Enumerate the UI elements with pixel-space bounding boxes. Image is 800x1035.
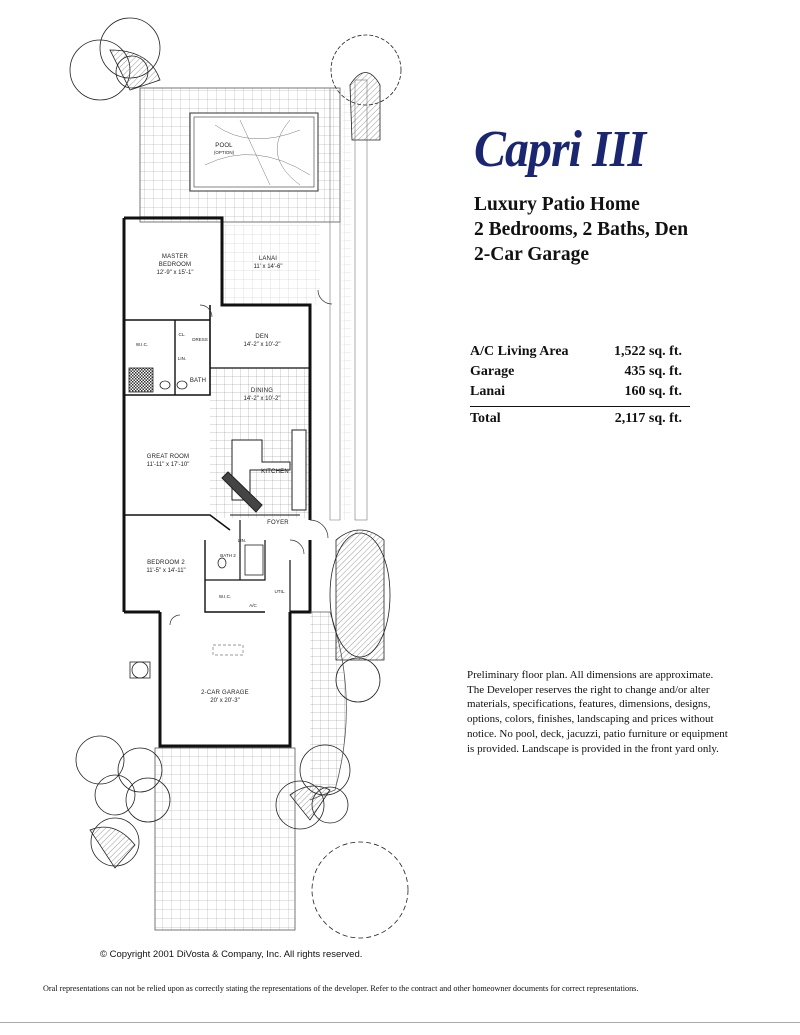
dining-label: DINING [250,388,274,394]
area-value: 1,522 sq. ft. [613,344,682,359]
subtitle-line-1: Luxury Patio Home [474,194,640,215]
bath-label: BATH [189,378,207,384]
bedroom-2-label: BEDROOM 2 [147,560,185,566]
master-bedroom-dim: 12'-9" x 15'-1" [156,270,194,276]
linen-label: LIN. [177,356,187,361]
area-value: 435 sq. ft. [624,364,682,379]
ac-label: A/C [249,603,257,608]
disclaimer-notice: Preliminary floor plan. All dimensions are approximate. The Developer reserves the right to change and/or alter materials, specifications, features, dimensions, designs, options, colors, finishes, landscaping and prices without notice. No pool, deck, jacuzzi, patio furniture or equipment is provided. Landscape is provided in the front yard only. [467,669,728,755]
area-row-lanai [470,382,690,402]
pool-label: POOL [215,143,233,149]
area-row-total [470,409,690,429]
driveway [155,748,295,930]
den-dim: 14'-2" x 10'-2" [243,342,281,348]
area-label: Garage [470,364,515,379]
area-row-garage [470,362,690,382]
wic-2-label: W.I.C. [218,594,232,599]
pool-option-label: (OPTION) [213,150,235,155]
dining-dim: 14'-2" x 10'-2" [243,396,281,402]
bath-2-label: BATH 2 [220,553,236,558]
area-row-living [470,342,690,362]
area-divider [470,406,690,407]
lanai-label: LANAI [258,256,278,262]
total-label: Total [470,411,501,426]
great-room-label: GREAT ROOM [146,454,190,460]
foyer-label: FOYER [267,520,289,526]
model-subtitle [474,192,688,267]
garage-label: 2-CAR GARAGE [201,690,249,696]
great-room-dim: 11'-11" x 17'-10" [146,462,190,468]
den-label: DEN [255,334,269,340]
copyright-text: © Copyright 2001 DiVosta & Company, Inc. All rights reserved. [100,949,363,960]
utility-label: UTIL. [274,589,286,594]
bedroom-2-dim: 11'-5" x 14'-11" [146,568,186,574]
master-bedroom-label-2: BEDROOM [158,262,192,268]
closet-label: CL. [178,332,186,337]
area-label: A/C Living Area [470,344,569,359]
pool-deck [140,88,340,222]
subtitle-line-2: 2 Bedrooms, 2 Baths, Den [474,219,689,240]
area-table [470,342,690,429]
subtitle-line-3: 2-Car Garage [474,244,589,265]
linen-2-label: LIN. [237,538,247,543]
model-title: Capri III [474,121,646,178]
page-bottom-rule [0,1022,800,1023]
area-label: Lanai [470,384,506,399]
shower [129,368,153,392]
garage-dim: 20' x 20'-3" [210,698,240,704]
dress-label: DRESS [192,337,208,342]
oral-representations-disclaimer: Oral representations can not be relied upon as correctly stating the representations of the developer. Refer to the contract and other homeowner documents for correct representations. [43,984,639,993]
master-bedroom-label: MASTER [161,254,189,260]
total-value: 2,117 sq. ft. [614,411,682,426]
lanai-dim: 11' x 14'-6" [253,264,283,270]
kitchen-label: KITCHEN [261,469,289,475]
area-value: 160 sq. ft. [624,384,682,399]
master-wic-label: W.I.C. [135,342,149,347]
